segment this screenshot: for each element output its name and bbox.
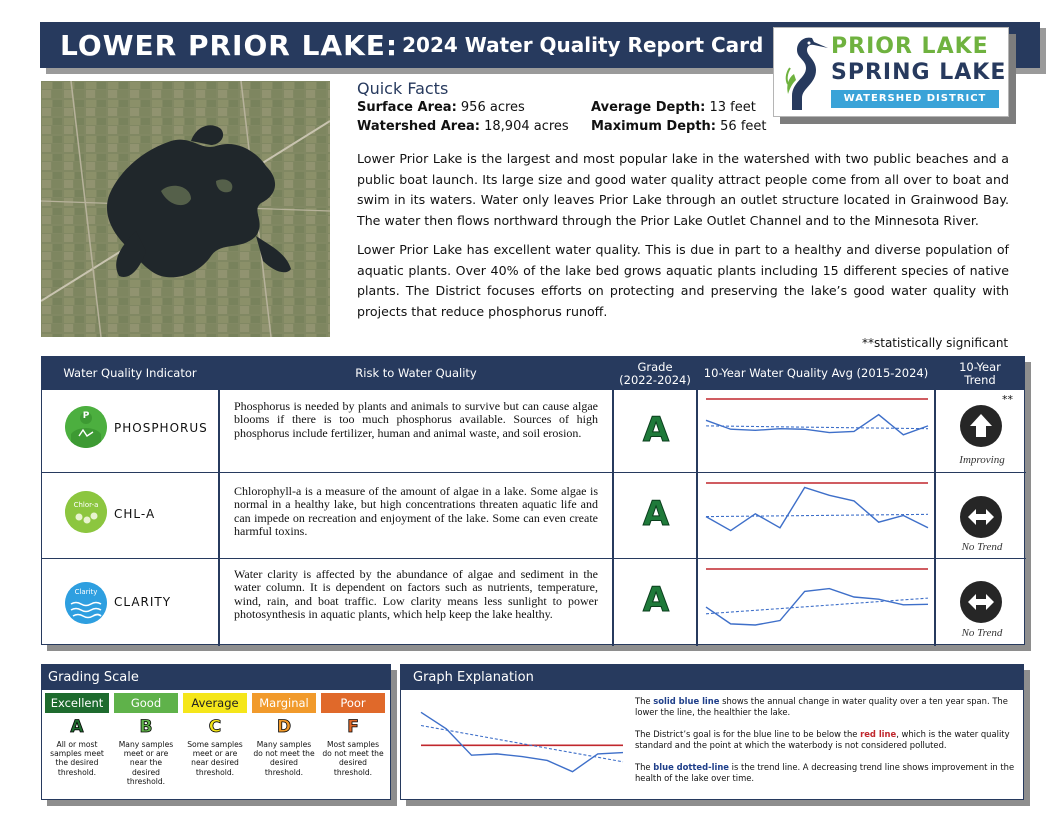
sparkline-chlorophyll bbox=[702, 479, 932, 551]
graph-explanation-title: Graph Explanation bbox=[401, 665, 1023, 690]
grade-letter: A bbox=[642, 494, 670, 534]
grade-description: Most samples do not meet the desired threshold. bbox=[322, 740, 384, 777]
trend-line bbox=[706, 514, 928, 516]
grade-good bbox=[112, 690, 180, 800]
sparkline-clarity bbox=[702, 565, 932, 637]
text-bold: solid blue line bbox=[653, 696, 720, 706]
grade-label: Poor bbox=[321, 693, 385, 713]
surface-area-label: Surface Area: bbox=[357, 100, 457, 115]
significance-marker: ** bbox=[1002, 393, 1013, 406]
text-bold: blue dotted-line bbox=[653, 762, 729, 772]
grade-letter: A bbox=[70, 717, 84, 737]
trend-label: No Trend bbox=[961, 541, 1003, 553]
trend-label: Improving bbox=[959, 454, 1005, 466]
series-line bbox=[421, 712, 623, 771]
grade-description: Many samples do not meet the desired threshold. bbox=[253, 740, 315, 777]
grade-letter: F bbox=[347, 717, 359, 737]
grade-label: Good bbox=[114, 693, 178, 713]
average-depth-value: 13 feet bbox=[705, 100, 756, 115]
grade-marginal bbox=[250, 690, 318, 800]
grade-letter: D bbox=[276, 717, 292, 737]
indicator-name: CHL-A bbox=[114, 507, 156, 521]
maximum-depth-label: Maximum Depth: bbox=[591, 119, 717, 134]
sparkline-phosphorus bbox=[702, 395, 932, 467]
risk-text: Chlorophyll-a is a measure of the amount of algae in a lake. Some algae is normal in a healthy lake, but high concentrations threaten aquatic life and can impede on recreation and enjoyment of the lake. Some can even create harmful toxins. bbox=[234, 484, 598, 539]
header-risk: Risk to Water Quality bbox=[220, 357, 612, 390]
arrow-up-icon bbox=[960, 405, 1002, 447]
phosphorus-icon bbox=[65, 406, 107, 448]
grade-letter: A bbox=[642, 580, 670, 620]
column-divider bbox=[934, 357, 936, 646]
water-quality-table bbox=[41, 356, 1025, 645]
watershed-area-fact bbox=[357, 119, 569, 134]
logo-line-1: PRIOR LAKE bbox=[831, 34, 989, 59]
aerial-lake-photo bbox=[41, 81, 330, 337]
heron-logo-icon bbox=[782, 34, 830, 112]
maximum-depth-value: 56 feet bbox=[716, 119, 767, 134]
indicator-name: PHOSPHORUS bbox=[114, 421, 208, 435]
header-trend: 10-Year Trend bbox=[936, 357, 1024, 390]
grade-description: Many samples meet or are near the desired threshold. bbox=[118, 740, 174, 786]
clarity-icon bbox=[65, 582, 107, 624]
phosphorus-icon-text: P bbox=[82, 411, 90, 421]
report-title: 2024 Water Quality Report Card bbox=[402, 33, 764, 57]
text-part: The bbox=[635, 696, 654, 706]
chlorophyll-icon-text: Chlor-a bbox=[73, 501, 99, 509]
explanation-dotted-line bbox=[635, 762, 1015, 784]
significance-note: **statistically significant bbox=[862, 336, 1009, 350]
grade-description: Some samples meet or are near desired threshold. bbox=[187, 740, 243, 777]
series-line bbox=[706, 415, 928, 435]
logo-line-2: SPRING LAKE bbox=[831, 60, 1007, 85]
logo-line-3: WATERSHED DISTRICT bbox=[831, 90, 999, 108]
column-divider bbox=[696, 357, 698, 646]
row-divider bbox=[42, 558, 1026, 559]
district-logo bbox=[773, 27, 1009, 117]
surface-area-fact bbox=[357, 100, 525, 115]
header-indicator: Water Quality Indicator bbox=[42, 357, 218, 390]
text-part: is the trend line. A decreasing trend line shows improvement in the health of the lake over time. bbox=[635, 762, 1015, 783]
average-depth-fact bbox=[591, 100, 756, 115]
risk-text: Phosphorus is needed by plants and animals to survive but can cause algae blooms if there is too much phosphorus available. Sources of high phosphorus include fertilizer, human and animal waste, and soil erosion. bbox=[234, 399, 598, 440]
grade-letter: C bbox=[208, 717, 222, 737]
surface-area-value: 956 acres bbox=[456, 100, 525, 115]
grading-scale-title: Grading Scale bbox=[42, 665, 390, 690]
text-part: The bbox=[635, 762, 654, 772]
description-paragraph-1: Lower Prior Lake is the largest and most popular lake in the watershed with two public beaches and a public boat launch. Its large size and good water quality attract people come from all over to boat and swim in its waters. Water only leaves Prior Lake through an outlet structure located in Grainwood Bay. The water then flows northward through the Prior Lake Outlet Channel and to the Minnesota River. bbox=[357, 151, 1009, 228]
text-bold: red line bbox=[860, 729, 897, 739]
quick-facts-title: Quick Facts bbox=[357, 79, 449, 98]
lake-name: LOWER PRIOR LAKE: bbox=[60, 28, 399, 62]
trend-label: No Trend bbox=[961, 627, 1003, 639]
risk-text: Water clarity is affected by the abundance of algae and sediment in the water column. It is dependent on factors such as nutrients, temperature, wind, rain, and boat traffic. Low clarity means less sunlight to power photosynthesis in aquatic plants, which help keep the lake healthy. bbox=[234, 567, 598, 622]
watershed-area-label: Watershed Area: bbox=[357, 119, 480, 134]
average-depth-label: Average Depth: bbox=[591, 100, 706, 115]
header-grade: Grade (2022-2024) bbox=[614, 357, 696, 390]
example-chart bbox=[417, 707, 627, 779]
grade-excellent bbox=[43, 690, 111, 800]
grade-label: Average bbox=[183, 693, 247, 713]
clarity-icon-text: Clarity bbox=[74, 588, 98, 596]
column-divider bbox=[612, 357, 614, 646]
grade-letter: B bbox=[139, 717, 153, 737]
explanation-red-line bbox=[635, 729, 1015, 751]
text-part: , which is the water quality standard and the point at which the waterbody is not considered polluted. bbox=[635, 729, 1010, 750]
series-line bbox=[706, 589, 928, 625]
chlorophyll-icon bbox=[65, 491, 107, 533]
text-part: The District’s goal is for the blue line to be below the bbox=[635, 729, 861, 739]
trend-line bbox=[706, 598, 928, 614]
header-avg: 10-Year Water Quality Avg (2015-2024) bbox=[698, 357, 934, 390]
text-part: shows the annual change in water quality over a ten year span. The lower the line, the healthier the lake. bbox=[635, 696, 1008, 717]
description-paragraph-2: Lower Prior Lake has excellent water quality. This is due in part to a healthy and diverse population of aquatic plants. Over 40% of the lake bed grows aquatic plants including 15 different species of native plants. The District focuses efforts on protecting and preserving the lake’s good water quality with projects that reduce phosphorus runoff. bbox=[357, 242, 1009, 319]
maximum-depth-fact bbox=[591, 119, 767, 134]
arrow-left-right-icon bbox=[960, 496, 1002, 538]
grade-description: All or most samples meet the desired threshold. bbox=[50, 740, 104, 777]
indicator-name: CLARITY bbox=[114, 595, 172, 609]
column-divider bbox=[218, 357, 220, 646]
grade-poor bbox=[319, 690, 387, 800]
row-divider bbox=[42, 472, 1026, 473]
grading-scale bbox=[41, 664, 391, 800]
grade-label: Marginal bbox=[252, 693, 316, 713]
arrow-left-right-icon bbox=[960, 581, 1002, 623]
series-line bbox=[706, 487, 928, 530]
graph-explanation bbox=[400, 664, 1024, 800]
grade-label: Excellent bbox=[45, 693, 109, 713]
grade-letter: A bbox=[642, 410, 670, 450]
explanation-solid-line bbox=[635, 696, 1015, 718]
grade-average bbox=[181, 690, 249, 800]
watershed-area-value: 18,904 acres bbox=[480, 119, 569, 134]
